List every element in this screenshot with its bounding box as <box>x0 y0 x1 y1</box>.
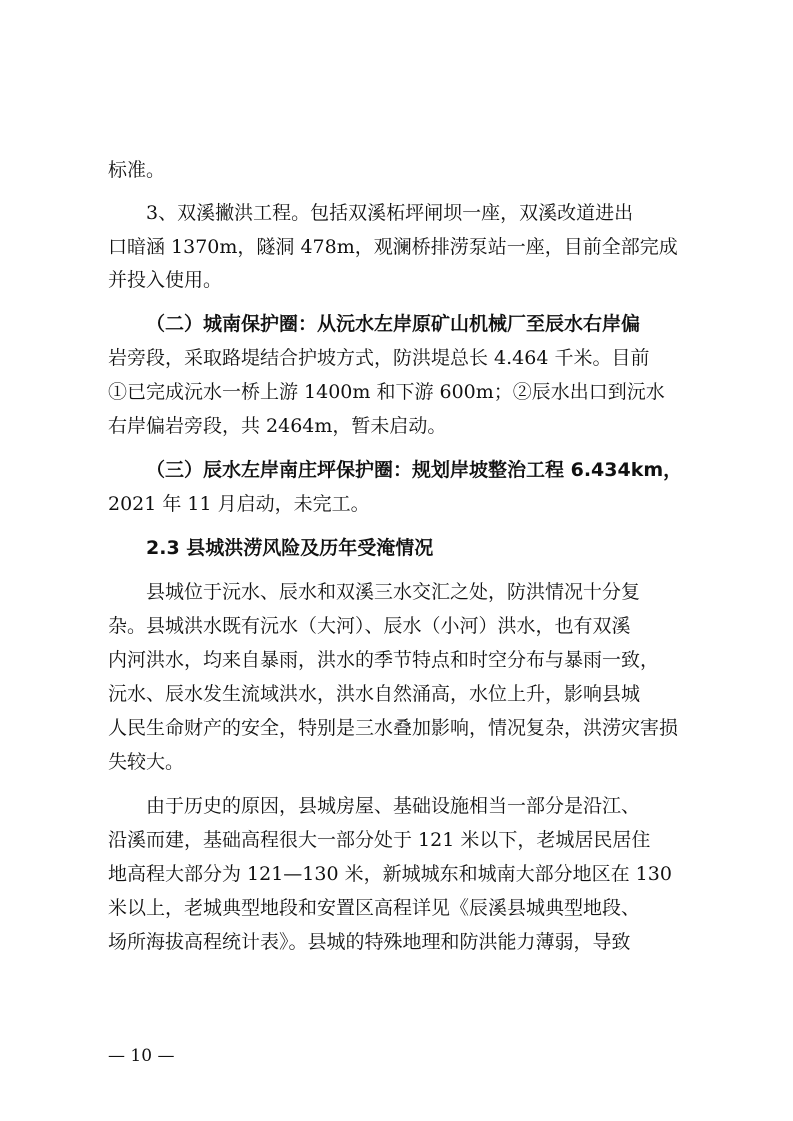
section-2-line-4: 右岸偏岩旁段，共 2464m，暂未启动。 <box>108 415 447 437</box>
para-2-line-3: 地高程大部分为 121—130 米，新城城东和城南大部分地区在 130 <box>108 863 672 885</box>
para-1-line-4: 沅水、辰水发生流域洪水，洪水自然涌高，水位上升，影响县城 <box>108 683 641 705</box>
para-1-line-3: 内河洪水，均来自暴雨，洪水的季节特点和时空分布与暴雨一致， <box>108 649 660 671</box>
item-3-line-3: 并投入使用。 <box>108 269 223 291</box>
para-2-line-1: 由于历史的原因，县城房屋、基础设施相当一部分是沿江、 <box>146 795 641 817</box>
item-3-line-1: 3、双溪撇洪工程。包括双溪柘坪闸坝一座，双溪改道进出 <box>146 202 634 224</box>
section-3-heading-line: （三）辰水左岸南庄坪保护圈：规划岸坡整治工程 6.434km， <box>146 459 683 481</box>
para-2-line-2: 沿溪而建，基础高程很大一部分处于 121 米以下，老城居民居住 <box>108 829 651 851</box>
para-2-line-5: 场所海拔高程统计表》。县城的特殊地理和防洪能力薄弱，导致 <box>108 931 631 953</box>
para-1-line-5: 人民生命财产的安全，特别是三水叠加影响，情况复杂，洪涝灾害损 <box>108 717 679 739</box>
subsection-2-3-heading: 2.3 县城洪涝风险及历年受淹情况 <box>146 537 434 559</box>
para-1-line-1: 县城位于沅水、辰水和双溪三水交汇之处，防洪情况十分复 <box>146 581 641 603</box>
para-1-line-6: 失较大。 <box>108 751 185 773</box>
item-3-line-2: 口暗涵 1370m，隧洞 478m，观澜桥排涝泵站一座，目前全部完成 <box>108 236 678 258</box>
text-line-standard: 标准。 <box>108 159 166 181</box>
section-3-line-2: 2021 年 11 月启动，未完工。 <box>108 493 370 515</box>
section-2-line-2: 岩旁段，采取路堤结合护坡方式，防洪堤总长 4.464 千米。目前 <box>108 347 650 369</box>
section-2-heading-line: （二）城南保护圈：从沅水左岸原矿山机械厂至辰水右岸偏 <box>146 313 641 335</box>
para-2-line-4: 米以上，老城典型地段和安置区高程详见《辰溪县城典型地段、 <box>108 897 641 919</box>
page-number: — 10 — <box>108 1046 175 1066</box>
section-2-line-3: ①已完成沅水一桥上游 1400m 和下游 600m；②辰水出口到沅水 <box>108 381 665 403</box>
para-1-line-2: 杂。县城洪水既有沅水（大河）、辰水（小河）洪水，也有双溪 <box>108 615 631 637</box>
